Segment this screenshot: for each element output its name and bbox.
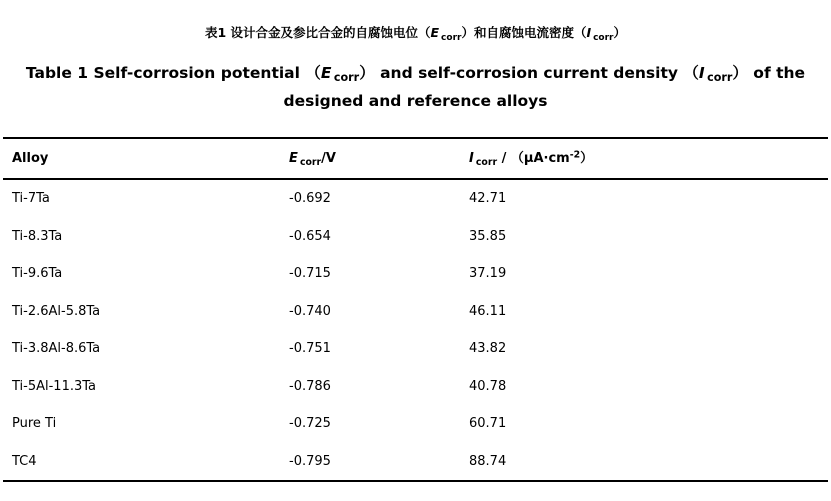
caption-cn-e-symbol: E — [430, 25, 440, 40]
cell-alloy: Ti-7Ta — [12, 191, 50, 206]
cell-icorr: 43.82 — [469, 341, 507, 356]
caption-en-i-symbol: I — [698, 64, 705, 82]
corrosion-data-table — [3, 137, 828, 482]
header-icorr-unit: / （μA·cm — [497, 151, 570, 166]
cell-icorr: 60.71 — [469, 416, 507, 431]
cell-alloy: Ti-2.6Al-5.8Ta — [12, 303, 101, 319]
cell-ecorr: -0.751 — [289, 341, 331, 356]
cell-icorr: 35.85 — [469, 228, 507, 244]
table-row — [3, 180, 828, 218]
header-icorr-symbol: I — [469, 151, 474, 166]
caption-cn-i-subscript: corr — [593, 32, 614, 43]
caption-cn-prefix: 表1 设计合金及参比合金的自腐蚀电位（ — [204, 25, 431, 40]
table-row — [3, 218, 828, 256]
table-row — [3, 330, 828, 368]
cell-ecorr: -0.725 — [289, 416, 331, 431]
header-icorr-close: ） — [580, 151, 594, 166]
caption-en-e-subscript: corr — [333, 71, 360, 85]
caption-en-i-subscript: corr — [707, 71, 733, 85]
table-row — [3, 293, 828, 331]
cell-ecorr: -0.692 — [289, 191, 331, 206]
cell-alloy: TC4 — [12, 453, 37, 469]
cell-icorr: 42.71 — [469, 191, 507, 206]
cell-alloy: Pure Ti — [12, 416, 57, 431]
cell-icorr: 40.78 — [469, 378, 507, 394]
caption-cn-e-subscript: corr — [441, 32, 462, 43]
caption-cn-i-symbol: I — [586, 25, 592, 40]
cell-ecorr: -0.795 — [289, 453, 331, 469]
cell-icorr: 46.11 — [469, 303, 507, 319]
caption-cn-middle: ）和自腐蚀电流密度（ — [461, 25, 587, 40]
header-ecorr-subscript: corr — [299, 156, 322, 168]
header-alloy: Alloy — [12, 151, 49, 166]
table-row — [3, 405, 828, 443]
cell-alloy: Ti-8.3Ta — [12, 228, 63, 244]
table-caption-english-line2: designed and reference alloys — [283, 92, 548, 110]
cell-icorr: 88.74 — [469, 453, 507, 469]
cell-alloy: Ti-3.8Al-8.6Ta — [12, 341, 101, 356]
caption-en-middle: ） and self-corrosion current density （ — [359, 64, 699, 82]
cell-alloy: Ti-9.6Ta — [12, 266, 63, 281]
caption-cn-suffix: ） — [613, 25, 627, 40]
table-row — [3, 368, 828, 406]
cell-ecorr: -0.715 — [289, 266, 331, 281]
cell-alloy: Ti-5Al-11.3Ta — [12, 378, 97, 394]
header-ecorr — [289, 139, 469, 178]
cell-ecorr: -0.740 — [289, 303, 331, 319]
table-caption-english-line1 — [0, 59, 831, 87]
table-row — [3, 443, 828, 481]
header-icorr-exponent: -2 — [569, 149, 581, 161]
table-header-row — [3, 139, 828, 180]
header-ecorr-unit: /V — [321, 151, 336, 166]
cell-icorr: 37.19 — [469, 266, 507, 281]
caption-en-prefix: Table 1 Self-corrosion potential （ — [25, 64, 321, 82]
cell-ecorr: -0.654 — [289, 228, 331, 244]
caption-en-suffix: ） of the — [732, 64, 806, 82]
table-caption-chinese — [0, 24, 831, 42]
caption-en-e-symbol: E — [320, 64, 332, 82]
cell-ecorr: -0.786 — [289, 378, 331, 394]
header-icorr-subscript: corr — [475, 156, 498, 168]
table-row — [3, 255, 828, 293]
header-ecorr-symbol: E — [289, 151, 298, 166]
header-icorr — [469, 139, 828, 178]
